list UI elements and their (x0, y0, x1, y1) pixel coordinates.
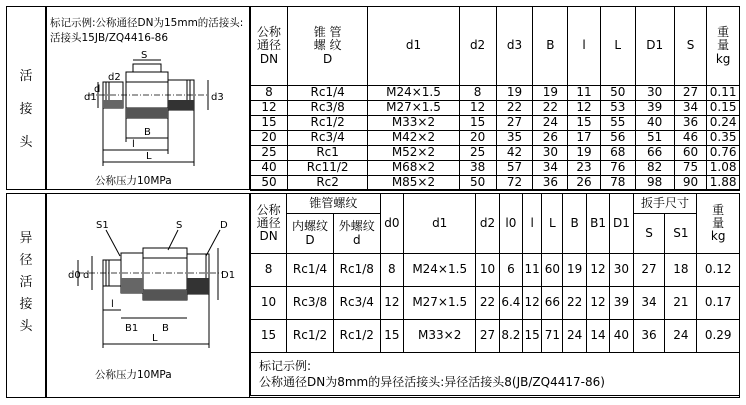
table-cell: 19 (568, 146, 601, 161)
table-cell: 22 (476, 287, 499, 320)
table-cell: 53 (600, 101, 635, 116)
table-cell: M27×1.5 (368, 101, 459, 116)
table-cell: 60 (542, 254, 563, 287)
section1-note-line2: 活接头15JB/ZQ4416-86 (50, 32, 169, 44)
table-cell: 6.4 (499, 287, 522, 320)
table-cell: 34 (633, 287, 665, 320)
l-big-label: L (152, 333, 158, 344)
table-cell: 60 (674, 146, 707, 161)
table-cell: 15 (523, 320, 542, 353)
table-cell: 51 (635, 131, 674, 146)
table-cell: Rc3/8 (287, 101, 367, 116)
table-cell: 76 (600, 161, 635, 176)
table-cell: 40 (610, 320, 633, 353)
table-cell: 35 (496, 131, 533, 146)
table-cell: 26 (568, 176, 601, 191)
section2-note-body: 公称通径DN为8mm的异径活接头:异径活接头8(JB/ZQ4417-86) (259, 375, 605, 389)
table-cell: 12 (586, 287, 609, 320)
table-cell: 25 (251, 146, 288, 161)
table-cell: 12 (459, 101, 496, 116)
table-cell: 14 (586, 320, 609, 353)
table-cell: 38 (459, 161, 496, 176)
header-outer-thread: 外螺纹 d (333, 214, 380, 254)
table-cell: 19 (563, 254, 586, 287)
header-d3: d3 (496, 7, 533, 86)
s-label: S (141, 50, 148, 61)
section2-note-title: 标记示例: (259, 359, 312, 373)
header-B1: B1 (586, 194, 609, 254)
d-label: d (94, 84, 101, 95)
table-cell: 15 (380, 320, 403, 353)
table-cell: 30 (533, 146, 568, 161)
table-cell: 22 (533, 101, 568, 116)
table-cell: 11 (523, 254, 542, 287)
table-cell: 1.08 (707, 161, 740, 176)
table-cell: 20 (251, 131, 288, 146)
table-cell: 12 (251, 101, 288, 116)
section2-title (16, 228, 36, 338)
table-cell: 15 (459, 116, 496, 131)
header-d2: d2 (476, 194, 499, 254)
table-cell: 56 (600, 131, 635, 146)
header-l0: l0 (499, 194, 522, 254)
header-thread-group: 锥管螺纹 (287, 194, 381, 214)
table-cell: 42 (496, 146, 533, 161)
table-cell: 23 (568, 161, 601, 176)
table-cell: 34 (533, 161, 568, 176)
table-cell: M33×2 (404, 320, 476, 353)
d3-label: d3 (211, 92, 224, 103)
table-cell: Rc1/4 (287, 86, 367, 101)
table-cell: Rc1/4 (287, 254, 334, 287)
table-cell: 24 (533, 116, 568, 131)
table-cell: M24×1.5 (404, 254, 476, 287)
table-cell: 36 (674, 116, 707, 131)
table-cell: 24 (563, 320, 586, 353)
table-cell: 34 (674, 101, 707, 116)
table-cell: 98 (635, 176, 674, 191)
table-cell: Rc1 (287, 146, 367, 161)
header-dn: 公称 通径 DN (251, 7, 288, 86)
table-cell: 10 (251, 287, 287, 320)
table-cell: 0.29 (697, 320, 740, 353)
table-cell: 40 (251, 161, 288, 176)
table-cell: M24×1.5 (368, 86, 459, 101)
table-cell: 39 (635, 101, 674, 116)
table-cell: 12 (380, 287, 403, 320)
table-cell: 15 (251, 116, 288, 131)
b1-label: B1 (125, 323, 139, 334)
d2-label: d2 (108, 72, 121, 83)
header-D1: D1 (610, 194, 633, 254)
d1-label: d1 (84, 92, 97, 103)
b-label: B (144, 127, 151, 138)
header-B: B (563, 194, 586, 254)
header-weight: 重 量 kg (697, 194, 740, 254)
b-label: B (162, 323, 169, 334)
table-cell: 55 (600, 116, 635, 131)
section2-note (251, 353, 740, 396)
header-S: S (633, 214, 665, 254)
table-cell: 0.17 (697, 287, 740, 320)
table-cell: 22 (496, 101, 533, 116)
header-D1: D1 (635, 7, 674, 86)
table-cell: 40 (635, 116, 674, 131)
table-cell: 18 (665, 254, 697, 287)
header-L: L (542, 194, 563, 254)
header-l: l (523, 194, 542, 254)
table-cell: 27 (496, 116, 533, 131)
table-cell: 0.11 (707, 86, 740, 101)
section1-title-char: 头 (19, 135, 33, 150)
table-cell: 27 (476, 320, 499, 353)
table-cell: 66 (542, 287, 563, 320)
l-big-label: L (146, 151, 152, 162)
table-cell: 0.35 (707, 131, 740, 146)
table-cell: M85×2 (368, 176, 459, 191)
header-S1: S1 (665, 214, 697, 254)
table-cell: 82 (635, 161, 674, 176)
section1-title-char: 活 (19, 69, 33, 84)
table-cell: 50 (251, 176, 288, 191)
table-cell: Rc3/4 (333, 287, 380, 320)
header-L: L (600, 7, 635, 86)
section1-title-char: 接 (19, 102, 33, 117)
header-b: B (533, 7, 568, 86)
header-d2: d2 (459, 7, 496, 86)
table-cell: 1.88 (707, 176, 740, 191)
header-d1: d1 (368, 7, 459, 86)
header-d-thread: 锥 管 螺 纹 D (287, 7, 367, 86)
table-cell: 75 (674, 161, 707, 176)
table-cell: 39 (610, 287, 633, 320)
table-cell: 8 (459, 86, 496, 101)
table-cell: 36 (533, 176, 568, 191)
d1-label: D1 (221, 270, 236, 281)
table-cell: 8 (251, 254, 287, 287)
table-cell: 8 (251, 86, 288, 101)
table-cell: Rc2 (287, 176, 367, 191)
table-cell: Rc1/8 (333, 254, 380, 287)
table-cell: 21 (665, 287, 697, 320)
table-cell: 0.15 (707, 101, 740, 116)
table-cell: 10 (476, 254, 499, 287)
header-l: l (568, 7, 601, 86)
table-cell: M27×1.5 (404, 287, 476, 320)
table-cell: 27 (674, 86, 707, 101)
table-cell: 12 (568, 101, 601, 116)
table-cell: 19 (533, 86, 568, 101)
table-cell: 50 (600, 86, 635, 101)
table-cell: 17 (568, 131, 601, 146)
table-cell: M52×2 (368, 146, 459, 161)
table-cell: 8 (380, 254, 403, 287)
header-wrench-group: 扳手尺寸 (633, 194, 697, 214)
s-label: S (176, 220, 183, 231)
header-d1: d1 (404, 194, 476, 254)
table-cell: 25 (459, 146, 496, 161)
header-dn: 公称 通径 DN (251, 194, 287, 254)
section1-pressure: 公称压力10MPa (95, 175, 172, 187)
table-cell: 15 (568, 116, 601, 131)
d-top-label: D (220, 220, 228, 231)
section2-title-char: 头 (19, 319, 33, 334)
table-cell: 30 (635, 86, 674, 101)
section2-drawing (48, 198, 248, 363)
header-d0: d0 (380, 194, 403, 254)
table-cell: 66 (635, 146, 674, 161)
table-cell: 0.76 (707, 146, 740, 161)
table-cell: M68×2 (368, 161, 459, 176)
table-cell: 78 (600, 176, 635, 191)
section2-title-char: 径 (19, 253, 33, 268)
section2-pressure: 公称压力10MPa (95, 369, 172, 381)
table-cell: Rc11/2 (287, 161, 367, 176)
table-cell: 22 (563, 287, 586, 320)
table-cell: 57 (496, 161, 533, 176)
table-cell: 11 (568, 86, 601, 101)
table-cell: M42×2 (368, 131, 459, 146)
d-label: d (83, 270, 90, 281)
table-cell: Rc1/2 (287, 116, 367, 131)
table-cell: 30 (610, 254, 633, 287)
table-cell: 0.12 (697, 254, 740, 287)
table-cell: 36 (633, 320, 665, 353)
table-cell: 19 (496, 86, 533, 101)
table-cell: 12 (586, 254, 609, 287)
header-S: S (674, 7, 707, 86)
d0-label: d0 (68, 270, 81, 281)
table-cell: 6 (499, 254, 522, 287)
table-cell: 20 (459, 131, 496, 146)
table-cell: 90 (674, 176, 707, 191)
l-small-label: l (111, 299, 114, 310)
section2-title-char: 异 (19, 231, 33, 246)
header-inner-thread: 内螺纹 D (287, 214, 334, 254)
table-cell: Rc1/2 (287, 320, 334, 353)
section1-title (16, 60, 36, 159)
table-cell: 46 (674, 131, 707, 146)
header-weight: 重 量 kg (707, 7, 740, 86)
section2-title-char: 接 (19, 297, 33, 312)
table-cell: 72 (496, 176, 533, 191)
table-cell: M33×2 (368, 116, 459, 131)
s1-label: S1 (96, 220, 109, 231)
table-cell: Rc3/4 (287, 131, 367, 146)
table-cell: 50 (459, 176, 496, 191)
table-cell: 68 (600, 146, 635, 161)
l-small-label: l (132, 139, 135, 150)
section1-table (250, 6, 740, 191)
table-cell: 12 (523, 287, 542, 320)
table-cell: 24 (665, 320, 697, 353)
section1-drawing (48, 50, 248, 180)
table-cell: Rc1/2 (333, 320, 380, 353)
table-cell: 27 (633, 254, 665, 287)
section2-table (250, 193, 740, 396)
table-cell: Rc3/8 (287, 287, 334, 320)
table-cell: 0.24 (707, 116, 740, 131)
table-cell: 15 (251, 320, 287, 353)
section1-note-line1: 标记示例:公称通径DN为15mm的活接头: (50, 17, 244, 29)
table-cell: 8.2 (499, 320, 522, 353)
section2-title-char: 活 (19, 275, 33, 290)
table-cell: 71 (542, 320, 563, 353)
table-cell: 26 (533, 131, 568, 146)
